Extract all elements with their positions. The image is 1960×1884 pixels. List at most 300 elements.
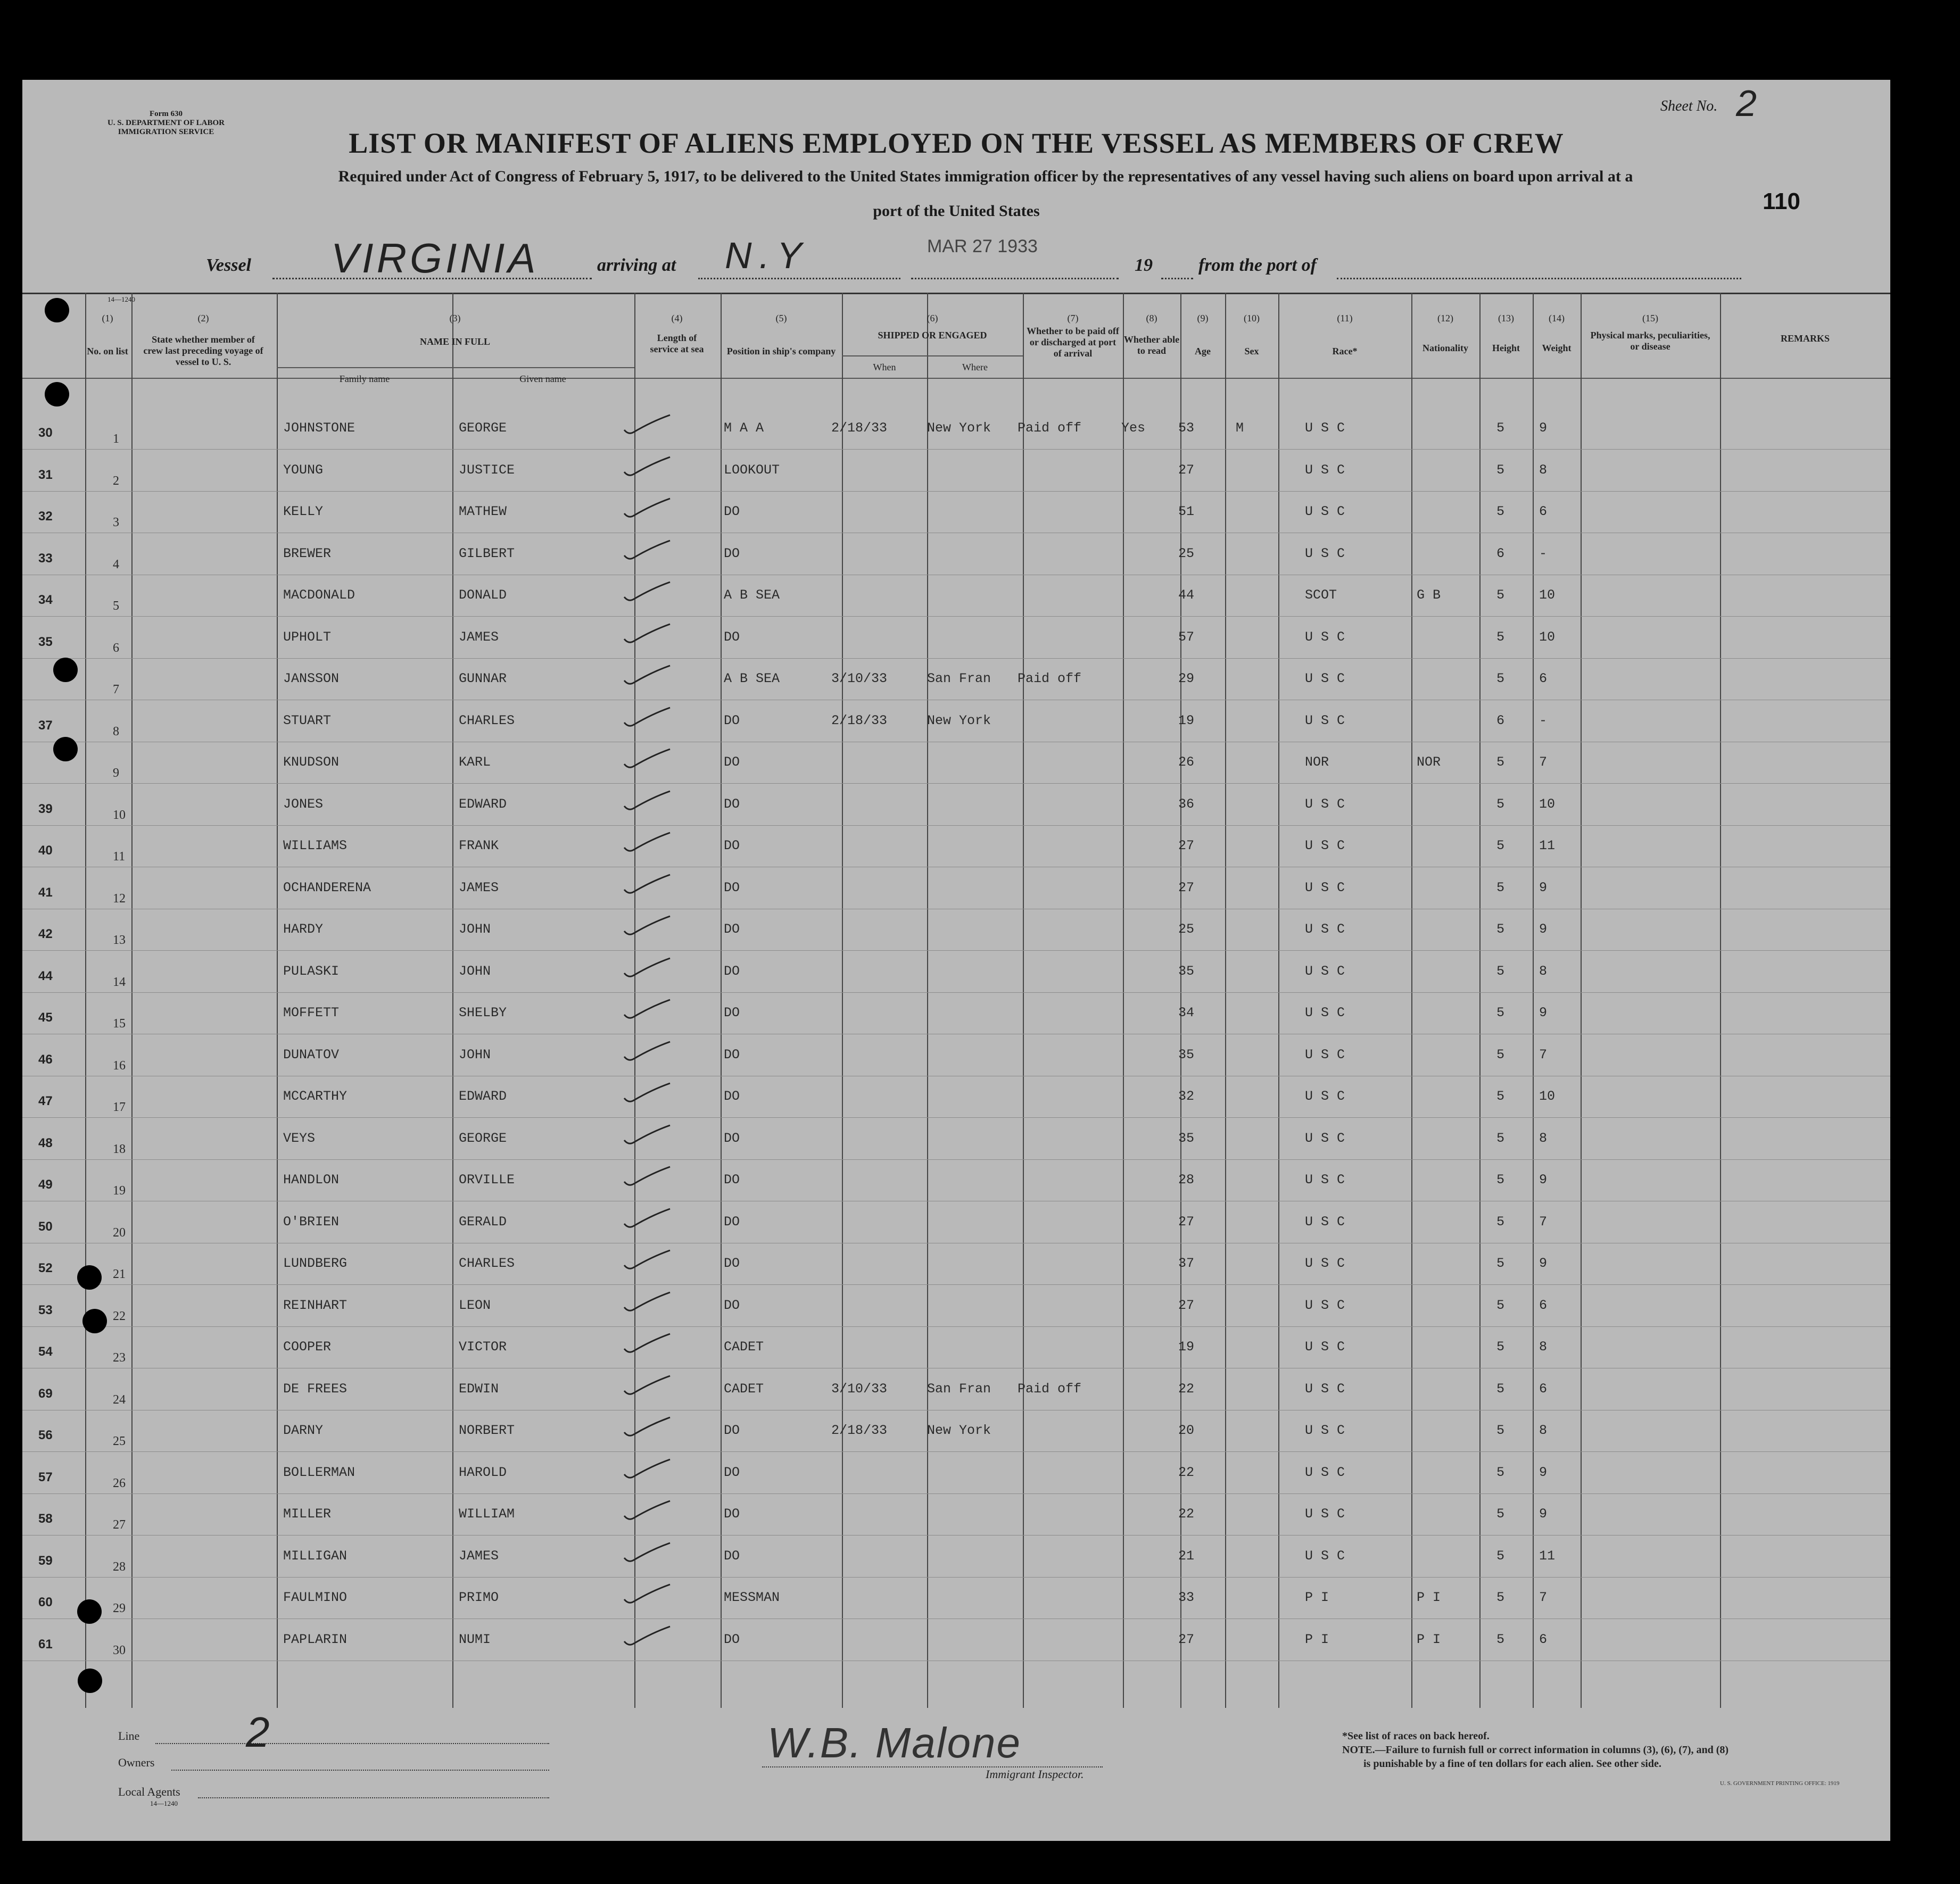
check-mark [621, 1206, 674, 1232]
row-rule [22, 1577, 1890, 1578]
col-7-num: (7) [1067, 313, 1079, 323]
row-line-number: 46 [38, 1052, 53, 1067]
remarks-head: REMARKS [1780, 333, 1830, 344]
binder-hole [53, 658, 78, 682]
row-line-number: 45 [38, 1010, 53, 1025]
cell-height: 5 [1496, 671, 1505, 686]
cell-weight: 6 [1539, 1631, 1548, 1647]
cell-family: BREWER [283, 545, 332, 561]
check-mark [621, 955, 674, 982]
check-mark [621, 1122, 674, 1149]
cell-no: 2 [113, 474, 119, 488]
cell-family: PAPLARIN [283, 1631, 348, 1647]
cell-where: New York [927, 1423, 991, 1438]
cell-no: 13 [113, 933, 126, 947]
cell-when: 3/10/33 [831, 671, 888, 686]
row-rule [22, 1326, 1890, 1327]
row-line-number: 60 [38, 1595, 53, 1609]
cell-no: 7 [113, 683, 119, 696]
row-line-number: 44 [38, 968, 53, 983]
cell-weight: 11 [1539, 1548, 1556, 1564]
cell-weight: 9 [1539, 922, 1548, 937]
date-dotline [911, 278, 1119, 279]
col-3-head: NAME IN FULL [419, 336, 490, 347]
cell-given: WILLIAM [459, 1506, 515, 1522]
cell-weight: 8 [1539, 1423, 1548, 1438]
cell-given: NORBERT [459, 1423, 515, 1438]
column-rule [1581, 293, 1582, 1708]
cell-height: 5 [1496, 1548, 1505, 1564]
cell-position: DO [724, 1214, 740, 1230]
cell-height: 5 [1496, 1005, 1505, 1020]
cell-weight: 8 [1539, 462, 1548, 478]
cell-family: YOUNG [283, 462, 324, 478]
check-mark [621, 412, 674, 438]
cell-position: DO [724, 1506, 740, 1522]
cell-weight: 10 [1539, 587, 1556, 603]
cell-weight: 8 [1539, 1339, 1548, 1355]
row-rule [22, 825, 1890, 826]
cell-no: 23 [113, 1351, 126, 1365]
col-3-num: (3) [449, 313, 461, 323]
cell-age: 20 [1178, 1423, 1195, 1438]
cell-given: MATHEW [459, 504, 507, 519]
inspector-signature: W.B. Malone [767, 1719, 1021, 1766]
check-mark [621, 621, 674, 648]
row-rule [22, 1284, 1890, 1285]
manifest-sheet [22, 80, 1890, 1841]
col-11-head: Race* [1332, 346, 1358, 356]
cell-race: U S C [1305, 838, 1345, 853]
cell-given: VICTOR [459, 1339, 507, 1355]
cell-nat: NOR [1417, 754, 1441, 770]
row-line-number: 30 [38, 426, 53, 440]
row-line-number: 32 [38, 509, 53, 524]
cell-no: 3 [113, 516, 119, 529]
check-mark [621, 829, 674, 856]
row-rule [22, 1117, 1890, 1118]
cell-position: DO [724, 1130, 740, 1146]
cell-age: 27 [1178, 1631, 1195, 1647]
col-9-head: Age [1195, 346, 1211, 356]
cell-age: 35 [1178, 963, 1195, 979]
cell-weight: 9 [1539, 1256, 1548, 1271]
cell-race: U S C [1305, 1464, 1345, 1480]
printer-credit: U. S. GOVERNMENT PRINTING OFFICE: 1919 [1720, 1780, 1840, 1787]
cell-weight: 9 [1539, 420, 1548, 436]
row-line-number: 58 [38, 1512, 53, 1526]
row-rule [22, 1535, 1890, 1536]
cell-age: 28 [1178, 1172, 1195, 1188]
check-mark [621, 1373, 674, 1399]
cell-height: 5 [1496, 1214, 1505, 1230]
cell-family: COOPER [283, 1339, 332, 1355]
cell-race: U S C [1305, 629, 1345, 645]
cell-where: New York [927, 420, 991, 436]
races-note: *See list of races on back hereof. [1342, 1730, 1490, 1742]
row-line-number: 34 [38, 593, 53, 607]
cell-height: 5 [1496, 754, 1505, 770]
cell-position: MESSMAN [724, 1590, 780, 1605]
cell-family: MACDONALD [283, 587, 355, 603]
row-rule [22, 658, 1890, 659]
cell-no: 29 [113, 1601, 126, 1615]
agents-label: Local Agents [118, 1785, 180, 1798]
arriving-dotline [698, 278, 900, 279]
cell-given: JUSTICE [459, 462, 515, 478]
cell-height: 5 [1496, 462, 1505, 478]
column-rule [1023, 293, 1024, 1708]
binder-hole [53, 737, 78, 761]
cell-race: U S C [1305, 1423, 1345, 1438]
cell-weight: 9 [1539, 1172, 1548, 1188]
cell-race: U S C [1305, 1256, 1345, 1271]
row-line-number: 39 [38, 801, 53, 816]
cell-position: CADET [724, 1339, 764, 1355]
row-line-number: 35 [38, 634, 53, 649]
cell-race: U S C [1305, 1214, 1345, 1230]
check-mark [621, 997, 674, 1023]
cell-height: 5 [1496, 1423, 1505, 1438]
column-rule [927, 293, 928, 1708]
cell-age: 44 [1178, 587, 1195, 603]
cell-paid: Paid off [1018, 420, 1082, 436]
check-mark [621, 1414, 674, 1441]
cell-weight: 8 [1539, 1130, 1548, 1146]
cell-no: 26 [113, 1476, 126, 1490]
binder-hole [77, 1599, 102, 1624]
sheet-number: 2 [1736, 82, 1757, 124]
cell-given: JOHN [459, 922, 491, 937]
cell-given: JOHN [459, 963, 491, 979]
cell-position: DO [724, 963, 740, 979]
cell-family: DARNY [283, 1423, 324, 1438]
col-11-num: (11) [1337, 313, 1353, 323]
agents-code: 14—1240 [150, 1799, 178, 1807]
owners-dotline [171, 1770, 549, 1771]
cell-position: DO [724, 879, 740, 895]
column-rule [721, 293, 722, 1708]
cell-family: VEYS [283, 1130, 316, 1146]
cell-no: 16 [113, 1058, 126, 1073]
cell-no: 11 [113, 850, 126, 864]
cell-position: DO [724, 504, 740, 519]
cell-position: DO [724, 1089, 740, 1104]
cell-given: KARL [459, 754, 491, 770]
cell-height: 5 [1496, 1339, 1505, 1355]
column-rule [842, 293, 843, 1708]
cell-no: 30 [113, 1643, 126, 1657]
cell-age: 27 [1178, 462, 1195, 478]
col-8-num: (8) [1146, 313, 1157, 323]
col-13-num: (13) [1498, 313, 1514, 323]
row-line-number: 31 [38, 467, 53, 482]
year-label: 19 [1135, 255, 1153, 275]
column-rule [1533, 293, 1534, 1708]
when-subhead: When [873, 362, 896, 372]
cell-weight: 10 [1539, 629, 1556, 645]
row-rule [22, 449, 1890, 450]
cell-age: 22 [1178, 1464, 1195, 1480]
column-rule [452, 293, 453, 1708]
cell-no: 24 [113, 1392, 126, 1407]
cell-height: 5 [1496, 587, 1505, 603]
cell-no: 17 [113, 1100, 126, 1114]
cell-given: PRIMO [459, 1590, 499, 1605]
column-rule [1479, 293, 1481, 1708]
col-14-num: (14) [1549, 313, 1565, 323]
cell-height: 5 [1496, 1297, 1505, 1313]
cell-age: 51 [1178, 504, 1195, 519]
cell-when: 2/18/33 [831, 420, 888, 436]
cell-age: 22 [1178, 1506, 1195, 1522]
cell-family: DUNATOV [283, 1047, 340, 1063]
cell-age: 26 [1178, 754, 1195, 770]
check-mark [621, 746, 674, 773]
sheet-label: Sheet No. [1660, 98, 1718, 114]
cell-where: New York [927, 712, 991, 728]
cell-race: P I [1305, 1631, 1329, 1647]
cell-weight: - [1539, 545, 1548, 561]
cell-age: 36 [1178, 796, 1195, 812]
check-mark [621, 1456, 674, 1483]
cell-position: DO [724, 1172, 740, 1188]
row-line-number: 52 [38, 1261, 53, 1275]
check-mark [621, 1164, 674, 1190]
cell-height: 6 [1496, 545, 1505, 561]
cell-height: 5 [1496, 1089, 1505, 1104]
cell-family: MOFFETT [283, 1005, 340, 1020]
cell-race: U S C [1305, 1005, 1345, 1020]
cell-race: U S C [1305, 1381, 1345, 1397]
row-line-number: 41 [38, 885, 53, 900]
cell-given: HAROLD [459, 1464, 507, 1480]
cell-given: JAMES [459, 1548, 499, 1564]
row-line-number: 54 [38, 1344, 53, 1359]
cell-weight: 7 [1539, 1047, 1548, 1063]
cell-age: 35 [1178, 1130, 1195, 1146]
cell-race: U S C [1305, 504, 1345, 519]
check-mark [621, 1540, 674, 1566]
check-mark [621, 704, 674, 731]
col-8-head: Whether able to read [1123, 334, 1180, 356]
cell-position: DO [724, 712, 740, 728]
row-rule [22, 1159, 1890, 1160]
cell-no: 22 [113, 1309, 126, 1323]
col-6-num: (6) [927, 313, 938, 323]
row-line-number: 49 [38, 1177, 53, 1192]
cell-read: Yes [1121, 420, 1146, 436]
cell-race: U S C [1305, 545, 1345, 561]
cell-weight: 11 [1539, 838, 1556, 853]
binder-hole [45, 298, 69, 322]
cell-race: U S C [1305, 1172, 1345, 1188]
cell-position: DO [724, 922, 740, 937]
cell-weight: 6 [1539, 504, 1548, 519]
family-name-subhead: Family name [339, 374, 390, 384]
col-12-head: Nationality [1422, 343, 1468, 353]
page-title: LIST OR MANIFEST OF ALIENS EMPLOYED ON THE VESSEL AS MEMBERS OF CREW [349, 127, 1564, 159]
cell-position: DO [724, 1548, 740, 1564]
arriving-label: arriving at [597, 255, 676, 275]
check-mark [621, 1581, 674, 1608]
cell-age: 22 [1178, 1381, 1195, 1397]
check-mark [621, 1039, 674, 1065]
col-15-num: (15) [1642, 313, 1658, 323]
cell-nat: P I [1417, 1590, 1441, 1605]
cell-weight: 7 [1539, 754, 1548, 770]
cell-where: San Fran [927, 1381, 991, 1397]
cell-position: DO [724, 1297, 740, 1313]
col-5-num: (5) [775, 313, 787, 323]
cell-given: NUMI [459, 1631, 491, 1647]
col-7-head: Whether to be paid off or discharged at port of arrival [1027, 326, 1119, 359]
check-mark [621, 1331, 674, 1357]
col-15-head: Physical marks, peculiarities, or disease [1590, 330, 1710, 352]
row-line-number: 37 [38, 718, 53, 733]
col-6-head: SHIPPED OR ENGAGED [878, 330, 987, 341]
cell-no: 8 [113, 724, 119, 738]
cell-age: 29 [1178, 671, 1195, 686]
cell-height: 5 [1496, 838, 1505, 853]
owners-label: Owners [118, 1756, 155, 1769]
row-line-number: 42 [38, 927, 53, 941]
cell-height: 5 [1496, 1172, 1505, 1188]
vessel-name: VIRGINIA [331, 235, 539, 281]
row-rule [22, 1451, 1890, 1452]
col-9-num: (9) [1197, 313, 1209, 323]
arriving-port: N.Y [725, 235, 809, 276]
check-mark [621, 1498, 674, 1524]
agents-dotline [198, 1797, 549, 1798]
subtitle-line-1: Required under Act of Congress of February 5, 1917, to be delivered to the United States immigration officer by the representatives of any vessel having such aliens on board upon arrival at a [338, 168, 1633, 185]
year-dotline [1161, 278, 1193, 279]
cell-height: 5 [1496, 629, 1505, 645]
cell-age: 27 [1178, 1214, 1195, 1230]
column-rule [1278, 293, 1279, 1708]
cell-race: SCOT [1305, 587, 1337, 603]
cell-weight: 9 [1539, 1506, 1548, 1522]
cell-position: DO [724, 796, 740, 812]
name-subhead-rule [277, 367, 634, 368]
cell-age: 33 [1178, 1590, 1195, 1605]
cell-weight: 6 [1539, 671, 1548, 686]
cell-paid: Paid off [1018, 1381, 1082, 1397]
row-rule [22, 992, 1890, 993]
cell-race: U S C [1305, 1297, 1345, 1313]
cell-given: DONALD [459, 587, 507, 603]
cell-given: CHARLES [459, 712, 515, 728]
cell-age: 27 [1178, 838, 1195, 853]
cell-given: JAMES [459, 629, 499, 645]
cell-weight: 9 [1539, 1464, 1548, 1480]
cell-height: 5 [1496, 796, 1505, 812]
cell-nat: P I [1417, 1631, 1441, 1647]
col-12-num: (12) [1437, 313, 1453, 323]
cell-family: LUNDBERG [283, 1256, 348, 1271]
column-rule [1411, 293, 1412, 1708]
cell-position: A B SEA [724, 671, 780, 686]
cell-no: 10 [113, 808, 126, 822]
row-line-number: 53 [38, 1302, 53, 1317]
row-line-number: 59 [38, 1553, 53, 1568]
row-line-number: 56 [38, 1428, 53, 1442]
cell-family: JOHNSTONE [283, 420, 355, 436]
cell-height: 5 [1496, 1631, 1505, 1647]
cell-height: 5 [1496, 1047, 1505, 1063]
cell-no: 18 [113, 1142, 126, 1156]
cell-weight: 7 [1539, 1214, 1548, 1230]
cell-when: 3/10/33 [831, 1381, 888, 1397]
col-1-head: No. on list [87, 346, 128, 356]
cell-given: GEORGE [459, 1130, 507, 1146]
binder-hole [77, 1265, 102, 1290]
row-line-number: 33 [38, 551, 53, 566]
cell-position: DO [724, 1464, 740, 1480]
check-mark [621, 1623, 674, 1650]
table-top-rule [22, 293, 1890, 294]
check-mark [621, 454, 674, 480]
cell-weight: - [1539, 712, 1548, 728]
cell-age: 32 [1178, 1089, 1195, 1104]
cell-position: A B SEA [724, 587, 780, 603]
cell-race: U S C [1305, 1506, 1345, 1522]
binder-hole [82, 1309, 107, 1333]
cell-given: GUNNAR [459, 671, 507, 686]
row-line-number: 40 [38, 843, 53, 858]
cell-age: 27 [1178, 1297, 1195, 1313]
subtitle-line-2: port of the United States [873, 202, 1040, 220]
cell-height: 5 [1496, 963, 1505, 979]
cell-position: DO [724, 754, 740, 770]
line-label: Line [118, 1729, 140, 1742]
cell-family: STUART [283, 712, 332, 728]
cell-race: U S C [1305, 671, 1345, 686]
cell-race: U S C [1305, 420, 1345, 436]
cell-no: 5 [113, 599, 119, 613]
cell-age: 21 [1178, 1548, 1195, 1564]
vessel-label: Vessel [206, 255, 251, 275]
check-mark [621, 537, 674, 564]
cell-age: 37 [1178, 1256, 1195, 1271]
col-4-num: (4) [671, 313, 683, 323]
row-line-number: 69 [38, 1386, 53, 1401]
cell-age: 19 [1178, 1339, 1195, 1355]
row-line-number: 47 [38, 1094, 53, 1108]
row-rule [22, 950, 1890, 951]
cell-family: KNUDSON [283, 754, 340, 770]
column-rule [1720, 293, 1721, 1708]
cell-race: P I [1305, 1590, 1329, 1605]
where-subhead: Where [962, 362, 988, 372]
cell-no: 27 [113, 1518, 126, 1532]
cell-height: 5 [1496, 504, 1505, 519]
row-rule [22, 1493, 1890, 1494]
cell-given: GILBERT [459, 545, 515, 561]
row-line-number: 48 [38, 1135, 53, 1150]
cell-no: 25 [113, 1434, 126, 1448]
column-rule [131, 293, 133, 1708]
col-4-head: Length of service at sea [650, 333, 704, 354]
cell-given: FRANK [459, 838, 499, 853]
cell-family: MILLIGAN [283, 1548, 348, 1564]
column-rule [1225, 293, 1226, 1708]
cell-height: 5 [1496, 420, 1505, 436]
cell-position: DO [724, 838, 740, 853]
col-10-num: (10) [1244, 313, 1260, 323]
cell-family: REINHART [283, 1297, 348, 1313]
line-dotline [155, 1743, 549, 1744]
